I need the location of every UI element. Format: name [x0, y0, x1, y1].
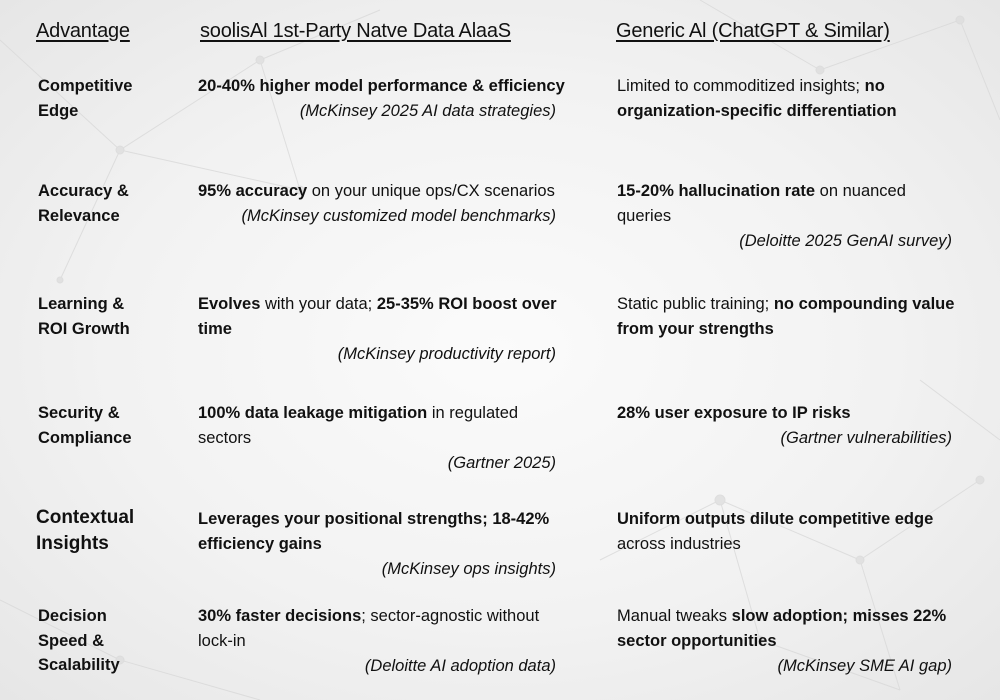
generic-cell: [617, 507, 962, 557]
row-label: Contextual Insights: [36, 507, 135, 554]
header-soolis: soolisAl 1st-Party Natve Data AlaaS: [200, 20, 511, 42]
generic-description: [617, 604, 962, 654]
citation: (McKinsey SME AI gap): [777, 657, 952, 675]
row-label: Security & Compliance: [38, 404, 132, 447]
citation: (McKinsey customized model benchmarks): [241, 207, 556, 225]
row-label: Accuracy & Relevance: [38, 182, 129, 225]
generic-description: [617, 179, 962, 229]
bold-text: 100% data leakage mitigation: [198, 404, 428, 422]
citation: (McKinsey productivity report): [337, 345, 556, 363]
soolis-description: [198, 179, 570, 204]
generic-description: [617, 507, 962, 557]
generic-cell: [617, 74, 962, 124]
citation: (Gartner vulnerabilities): [780, 429, 952, 447]
citation: (McKinsey ops insights): [381, 560, 556, 578]
soolis-description: [198, 74, 570, 99]
generic-cell: [617, 604, 962, 679]
bold-text: Uniform outputs dilute competitive edge: [617, 510, 934, 528]
text: ; sector-agnostic without lock-in: [198, 607, 540, 650]
bold-text: no compounding value from your strengths: [617, 295, 955, 338]
soolis-description: [198, 292, 570, 342]
citation: (Deloitte 2025 GenAI survey): [739, 232, 952, 250]
generic-description: [617, 292, 962, 342]
generic-cell: [617, 401, 962, 451]
citation: (Gartner 2025): [447, 454, 556, 472]
bold-text: 15-20% hallucination rate: [617, 182, 816, 200]
generic-cell: [617, 179, 962, 254]
bold-text: Leverages your positional strengths; 18-42% efficiency gains: [198, 510, 550, 553]
bold-text: Evolves: [198, 295, 261, 313]
bold-text: 28% user exposure to IP risks: [617, 404, 851, 422]
soolis-cell: [198, 292, 570, 367]
header-generic: Generic Al (ChatGPT & Similar): [616, 20, 890, 42]
text: on your unique ops/CX scenarios: [307, 182, 555, 200]
citation: (Deloitte AI adoption data): [364, 657, 556, 675]
generic-cell: [617, 292, 962, 342]
row-label: Competitive Edge: [38, 77, 133, 120]
bold-text: slow adoption; misses 22% sector opportunities: [617, 607, 947, 650]
bold-text: 95% accuracy: [198, 182, 308, 200]
soolis-description: [198, 401, 570, 451]
bold-text: no organization-specific differentiation: [617, 77, 897, 120]
soolis-cell: [198, 179, 570, 229]
bold-text: 25-35% ROI boost over time: [198, 295, 557, 338]
soolis-description: [198, 604, 570, 654]
soolis-cell: [198, 401, 570, 476]
text: on nuanced queries: [617, 182, 906, 225]
bold-text: 30% faster decisions: [198, 607, 362, 625]
generic-description: [617, 401, 962, 426]
text: Static public training;: [617, 295, 774, 313]
row-label: Decision Speed & Scalability: [38, 607, 120, 674]
header-advantage: Advantage: [36, 20, 130, 42]
generic-description: [617, 74, 962, 124]
text: in regulated sectors: [198, 404, 519, 447]
bold-text: 20-40% higher model performance & efficiency: [198, 77, 565, 95]
row-label: Learning & ROI Growth: [38, 295, 130, 338]
soolis-cell: [198, 604, 570, 679]
text: Limited to commoditized insights;: [617, 77, 865, 95]
soolis-cell: [198, 507, 570, 582]
soolis-cell: [198, 74, 570, 124]
text: with your data;: [260, 295, 377, 313]
soolis-description: [198, 507, 570, 557]
text: across industries: [617, 535, 741, 553]
citation: (McKinsey 2025 AI data strategies): [299, 102, 556, 120]
text: Manual tweaks: [617, 607, 732, 625]
